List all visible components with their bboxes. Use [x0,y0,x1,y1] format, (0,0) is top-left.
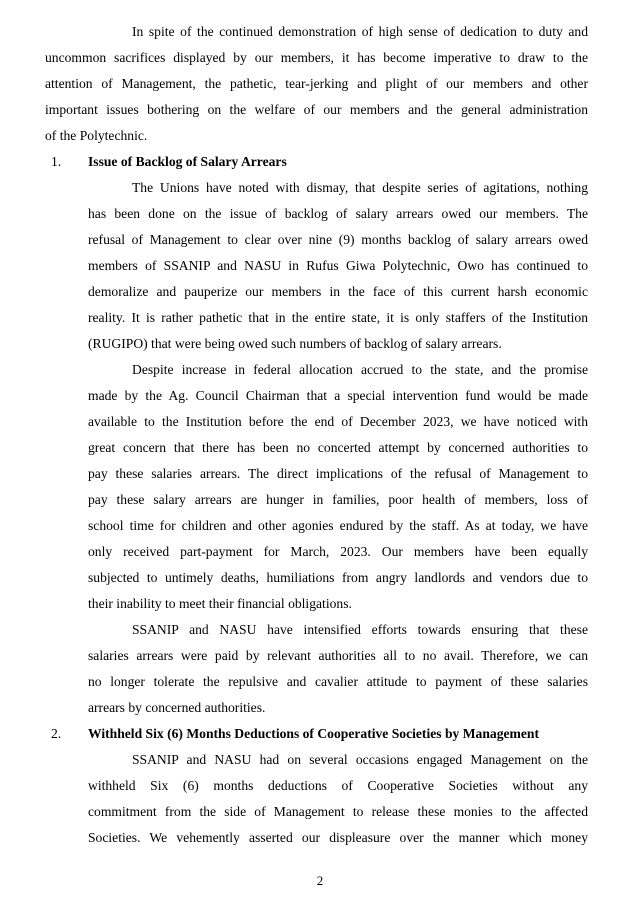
paragraph-line: members of SSANIP and NASU in Rufus Giwa Polytechnic, Owo has continued to [88,258,588,273]
paragraph-line: their inability to meet their financial obligations. [88,596,352,611]
section-number: 2. [51,726,62,741]
intro-line: of the Polytechnic. [45,128,148,143]
paragraph-line: pay these salary arrears are hunger in families, poor health of members, loss of [88,492,588,507]
intro-line: uncommon sacrifices displayed by our members, it has become imperative to draw to the [45,50,588,65]
paragraph-line: no longer tolerate the repulsive and cavalier attitude to payment of these salaries [88,674,588,689]
paragraph-line: arrears by concerned authorities. [88,700,266,715]
paragraph-line: only received part-payment for March, 2023. Our members have been equally [88,544,588,559]
page-number: 2 [316,873,324,888]
paragraph-line: made by the Ag. Council Chairman that a special intervention fund would be made [88,388,588,403]
paragraph-line: pay these salaries arrears. The direct implications of the refusal of Management to [88,466,588,481]
paragraph-line: Societies. We vehemently asserted our displeasure over the manner which money [88,830,588,845]
section-number: 1. [51,154,62,169]
paragraph-line: school time for children and other agonies endured by the staff. As at today, we have [88,518,588,533]
paragraph-line: has been done on the issue of backlog of salary arrears owed our members. The [88,206,588,221]
section-heading: Withheld Six (6) Months Deductions of Cooperative Societies by Management [88,726,539,741]
paragraph-line: refusal of Management to clear over nine (9) months backlog of salary arrears owed [88,232,588,247]
paragraph-line: reality. It is rather pathetic that in the entire state, it is only staffers of the Institution [88,310,588,325]
paragraph-line: SSANIP and NASU have intensified efforts towards ensuring that these [132,622,588,637]
paragraph-line: The Unions have noted with dismay, that despite series of agitations, nothing [132,180,588,195]
paragraph-line: great concern that there has been no concerted attempt by concerned authorities to [88,440,588,455]
paragraph-line: commitment from the side of Management to release these monies to the affected [88,804,588,819]
paragraph-line: Despite increase in federal allocation accrued to the state, and the promise [132,362,588,377]
paragraph-line: withheld Six (6) months deductions of Cooperative Societies without any [88,778,588,793]
paragraph-line: demoralize and pauperize our members in the face of this current harsh economic [88,284,588,299]
paragraph-line: subjected to untimely deaths, humiliations from angry landlords and vendors due to [88,570,588,585]
section-heading: Issue of Backlog of Salary Arrears [88,154,287,169]
paragraph-line: (RUGIPO) that were being owed such numbers of backlog of salary arrears. [88,336,502,351]
intro-line: important issues bothering on the welfare of our members and the general administration [45,102,588,117]
intro-line: In spite of the continued demonstration of high sense of dedication to duty and [132,24,588,39]
paragraph-line: available to the Institution before the end of December 2023, we have noticed with [88,414,588,429]
intro-line: attention of Management, the pathetic, tear-jerking and plight of our members and other [45,76,588,91]
paragraph-line: SSANIP and NASU had on several occasions engaged Management on the [132,752,588,767]
paragraph-line: salaries arrears were paid by relevant authorities all to no avail. Therefore, we can [88,648,588,663]
